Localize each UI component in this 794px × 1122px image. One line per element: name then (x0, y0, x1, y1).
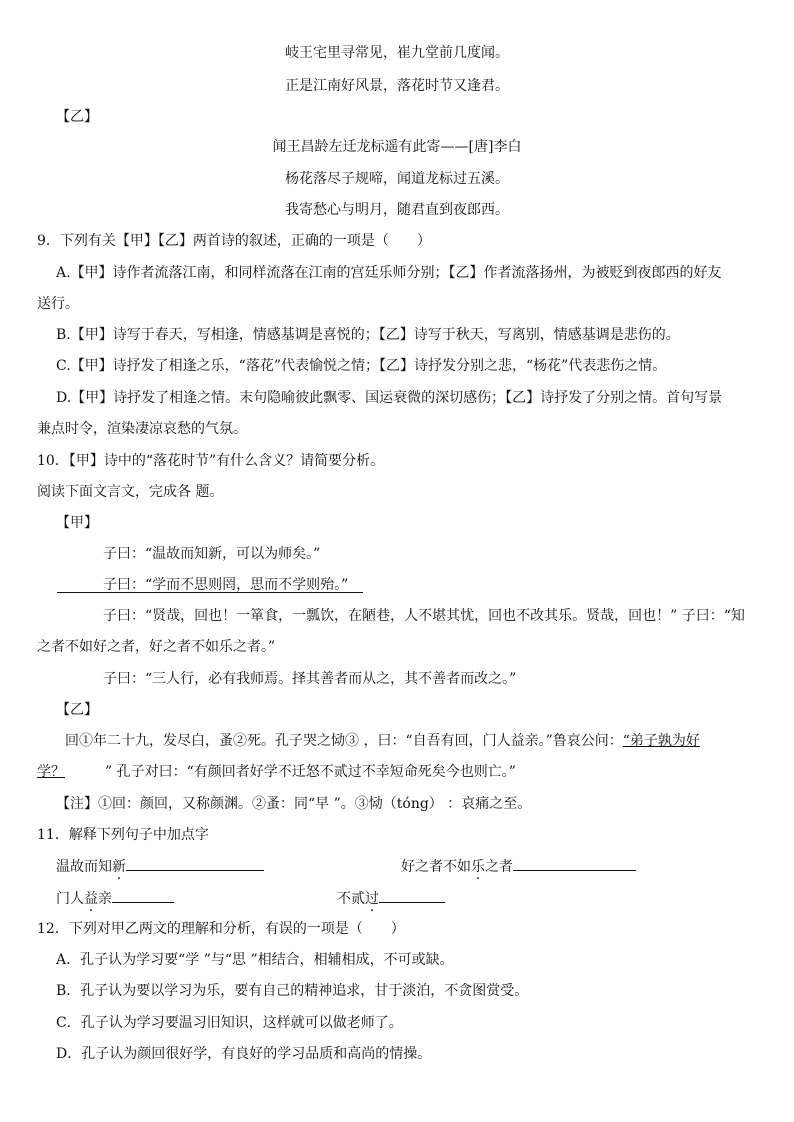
poem-yi-line1: 杨花落尽子规啼，闻道龙标过五溪。 (285, 171, 509, 187)
classical-yi-line2-text: ” 孔子对曰：“有颜回者好学不迁怒不贰过不幸短命死矣今也则亡。” (105, 764, 516, 780)
q11-item-3-dotted-char: 益 (84, 891, 98, 907)
q9-option-c: C.【甲】诗抒发了相逢之乐，“落花”代表愉悦之情；【乙】诗抒发分别之悲，“杨花”代表悲伤之情。 (56, 358, 667, 374)
classical-p2: 子曰：“学而不思则罔，思而不学则殆。” (103, 577, 349, 593)
classical-yi-line2-underline-gap (65, 762, 105, 782)
q9-option-a-cont: 送行。 (37, 296, 79, 312)
classical-intro: 阅读下面文言文，完成各 题。 (37, 484, 224, 500)
q11-item-2-answer-blank[interactable] (513, 856, 636, 871)
q11-item-4 (337, 888, 445, 909)
q9-stem: 9．下列有关【甲】【乙】两首诗的叙述，正确的一项是（ ） (37, 233, 431, 249)
classical-yi-line2 (37, 762, 516, 782)
q11-item-4-text: 不贰 (337, 891, 365, 907)
classical-p3-cont: 之者不如好之者，好之者不如乐之者。” (37, 639, 276, 655)
q9-option-d: D.【甲】诗抒发了相逢之情。末句隐喻彼此飘零、国运衰微的深切感伤；【乙】诗抒发了分别之情。首句写景 (56, 390, 723, 406)
q12-option-d: D．孔子认为颜回很好学，有良好的学习品质和高尚的情操。 (56, 1046, 432, 1062)
q11-item-3 (56, 888, 174, 909)
q11-item-1 (56, 856, 264, 877)
classical-p4: 子曰：“三人行，必有我师焉。择其善者而从之，其不善者而改之。” (103, 671, 517, 687)
q11-item-4-answer-blank[interactable] (379, 888, 445, 903)
q11-item-2-text-post: 之者 (485, 859, 513, 875)
q12-option-c: C．孔子认为学习要温习旧知识，这样就可以做老师了。 (56, 1015, 403, 1031)
q11-item-1-text: 温故而知 (56, 859, 112, 875)
classical-note: 【注】①回：颜回，又称颜渊。②蚤：同“早 ”。③恸（tóng） ：哀痛之至。 (56, 796, 532, 812)
q11-item-2 (401, 856, 636, 877)
classical-yi-line1-underlined: “弟子孰为好 (622, 733, 700, 749)
q11-item-2-dotted-char: 乐 (471, 859, 485, 875)
q11-item-2-text: 好之者不如 (401, 859, 471, 875)
poem-jia-line1: 岐王宅里寻常见，崔九堂前几度闻。 (285, 45, 509, 61)
q12-option-b: B．孔子认为要以学习为乐，要有自己的精神追求，甘于淡泊，不贪图赏受。 (56, 983, 529, 999)
poem-jia-line2: 正是江南好风景，落花时节又逢君。 (285, 78, 509, 94)
q11-item-4-dotted-char: 过 (365, 891, 379, 907)
poem-yi-line2: 我寄愁心与明月，随君直到夜郎西。 (285, 202, 509, 218)
poem-yi-marker: 【乙】 (56, 109, 98, 125)
q11-item-3-answer-blank[interactable] (112, 888, 174, 903)
poem-yi-title: 闻王昌龄左迁龙标遥有此寄——[唐]李白 (272, 139, 522, 155)
q11-stem: 11．解释下列句子中加点字 (37, 827, 209, 843)
classical-yi-line1 (65, 731, 700, 751)
classical-p1: 子曰：“温故而知新，可以为师矣。” (103, 546, 321, 562)
classical-p3: 子曰：“贤哉，回也！一箪食，一瓢饮，在陋巷，人不堪其忧，回也不改其乐。贤哉，回也！” 子曰：“知 (103, 608, 745, 624)
q9-option-a: A.【甲】诗作者流落江南，和同样流落在江南的宫廷乐师分别；【乙】作者流落扬州，为被贬到夜郎西的好友 (56, 265, 722, 281)
classical-yi-marker: 【乙】 (56, 702, 98, 718)
q11-item-1-answer-blank[interactable] (126, 856, 264, 871)
q9-option-d-cont: 兼点时令，渲染凄凉哀愁的气氛。 (37, 421, 247, 437)
q10-stem: 10．【甲】诗中的“落花时节”有什么含义？请简要分析。 (37, 453, 385, 469)
q12-option-a: A．孔子认为学习要“学 ”与“思 ”相结合，相辅相成，不可或缺。 (56, 952, 454, 968)
classical-jia-marker: 【甲】 (56, 515, 98, 531)
q11-item-3-text-post: 亲 (98, 891, 112, 907)
q11-item-3-text: 门人 (56, 891, 84, 907)
q11-item-1-dotted-char: 新 (112, 859, 126, 875)
q9-option-b: B.【甲】诗写于春天，写相逢，情感基调是喜悦的；【乙】诗写于秋天，写离别，情感基调是悲伤的。 (56, 327, 680, 343)
q12-stem: 12．下列对甲乙两文的理解和分析，有误的一项是（ ） (37, 921, 405, 937)
classical-yi-line2-underlined: 学？ (37, 764, 65, 780)
classical-yi-line1-text: 回①年二十九，发尽白，蚤②死。孔子哭之恸③ ，曰：“自吾有回，门人益亲。”鲁哀公问： (65, 733, 623, 749)
